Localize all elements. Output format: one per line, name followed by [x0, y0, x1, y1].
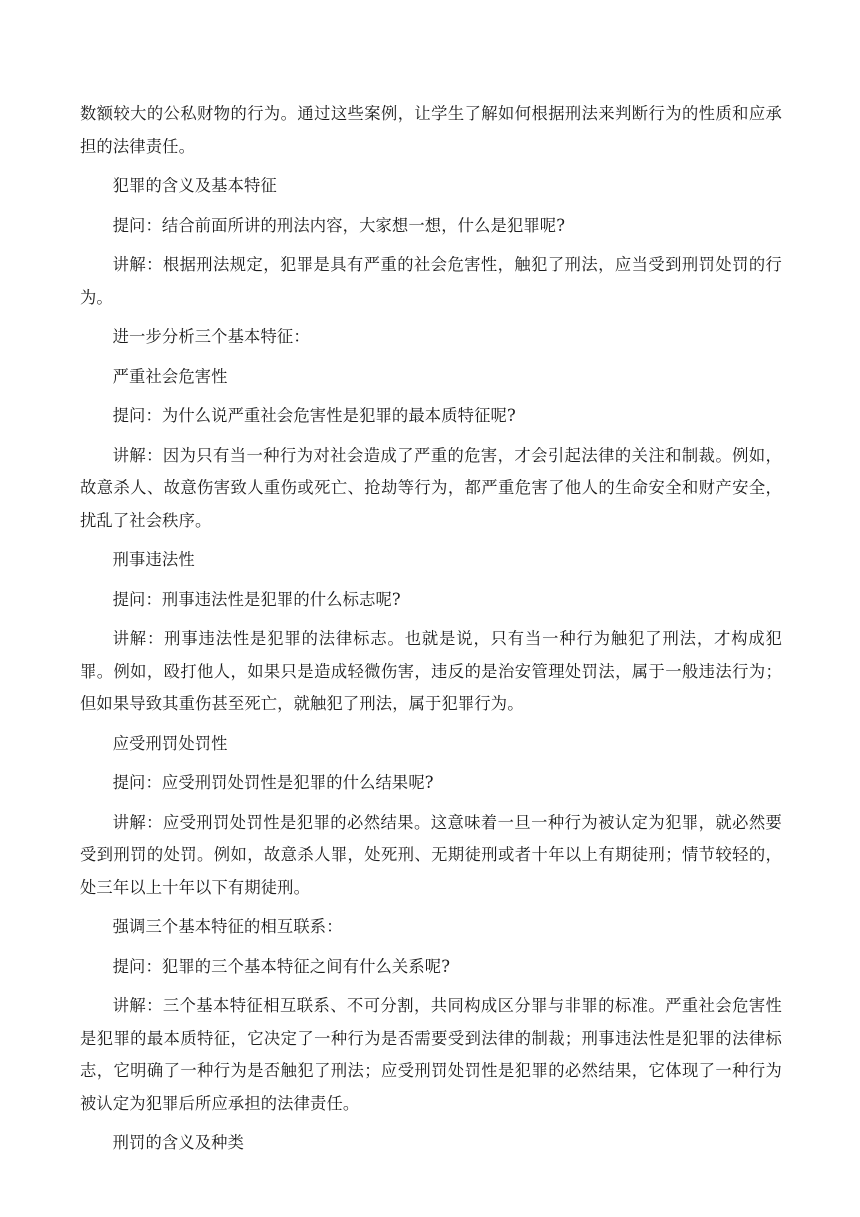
explanation-paragraph: 讲解：根据刑法规定，犯罪是具有严重的社会危害性，触犯了刑法，应当受到刑罚处罚的行为。: [80, 255, 782, 307]
transition-paragraph: 强调三个基本特征的相互联系：: [112, 917, 343, 936]
explanation-paragraph: 讲解：刑事违法性是犯罪的法律标志。也就是说，只有当一种行为触犯了刑法，才构成犯罪。例如，殴打他人，如果只是造成轻微伤害，违反的是治安管理处罚法，属于一般违法行为；但如果导致其重伤甚至死亡，就触犯了刑法，属于犯罪行为。: [80, 629, 782, 713]
question-paragraph: 提问：犯罪的三个基本特征之间有什么关系呢?: [112, 956, 451, 976]
explanation-paragraph: 讲解：应受刑罚处罚性是犯罪的必然结果。这意味着一旦一种行为被认定为犯罪，就必然要受到刑罚的处罚。例如，故意杀人罪，处死刑、无期徒刑或者十年以上有期徒刑；情节较轻的，处三年以上十年以下有期徒刑。: [80, 812, 782, 897]
section-heading-crime-definition: 犯罪的含义及基本特征: [112, 176, 277, 195]
paragraph-continuation: 数额较大的公私财物的行为。通过这些案例，让学生了解如何根据刑法来判断行为的性质和应承担的法律责任。: [80, 104, 782, 156]
explanation-paragraph: 讲解：三个基本特征相互联系、不可分割，共同构成区分罪与非罪的标准。严重社会危害性是犯罪的最本质特征，它决定了一种行为是否需要受到法律的制裁；刑事违法性是犯罪的法律标志，它明确了一种行为是否触犯了刑法；应受刑罚处罚性是犯罪的必然结果，它体现了一种行为被认定为犯罪后所应承担的法律责任。: [80, 996, 782, 1113]
feature-heading-social-harm: 严重社会危害性: [112, 366, 228, 386]
document-page: [80, 98, 782, 1167]
transition-paragraph: 进一步分析三个基本特征：: [112, 327, 310, 346]
question-paragraph: 提问：刑事违法性是犯罪的什么标志呢?: [112, 589, 401, 609]
question-paragraph: 提问：应受刑罚处罚性是犯罪的什么结果呢?: [112, 773, 434, 792]
section-heading-punishment: 刑罚的含义及种类: [112, 1133, 245, 1152]
feature-heading-illegality: 刑事违法性: [112, 550, 195, 569]
question-paragraph: 提问：结合前面所讲的刑法内容，大家想一想，什么是犯罪呢?: [112, 215, 566, 235]
question-paragraph: 提问：为什么说严重社会危害性是犯罪的最本质特征呢?: [112, 406, 516, 425]
explanation-paragraph: 讲解：因为只有当一种行为对社会造成了严重的危害，才会引起法律的关注和制裁。例如，故意杀人、故意伤害致人重伤或死亡、抢劫等行为，都严重危害了他人的生命安全和财产安全，扰乱了社会秩序。: [80, 445, 782, 530]
feature-heading-punishability: 应受刑罚处罚性: [112, 733, 228, 753]
